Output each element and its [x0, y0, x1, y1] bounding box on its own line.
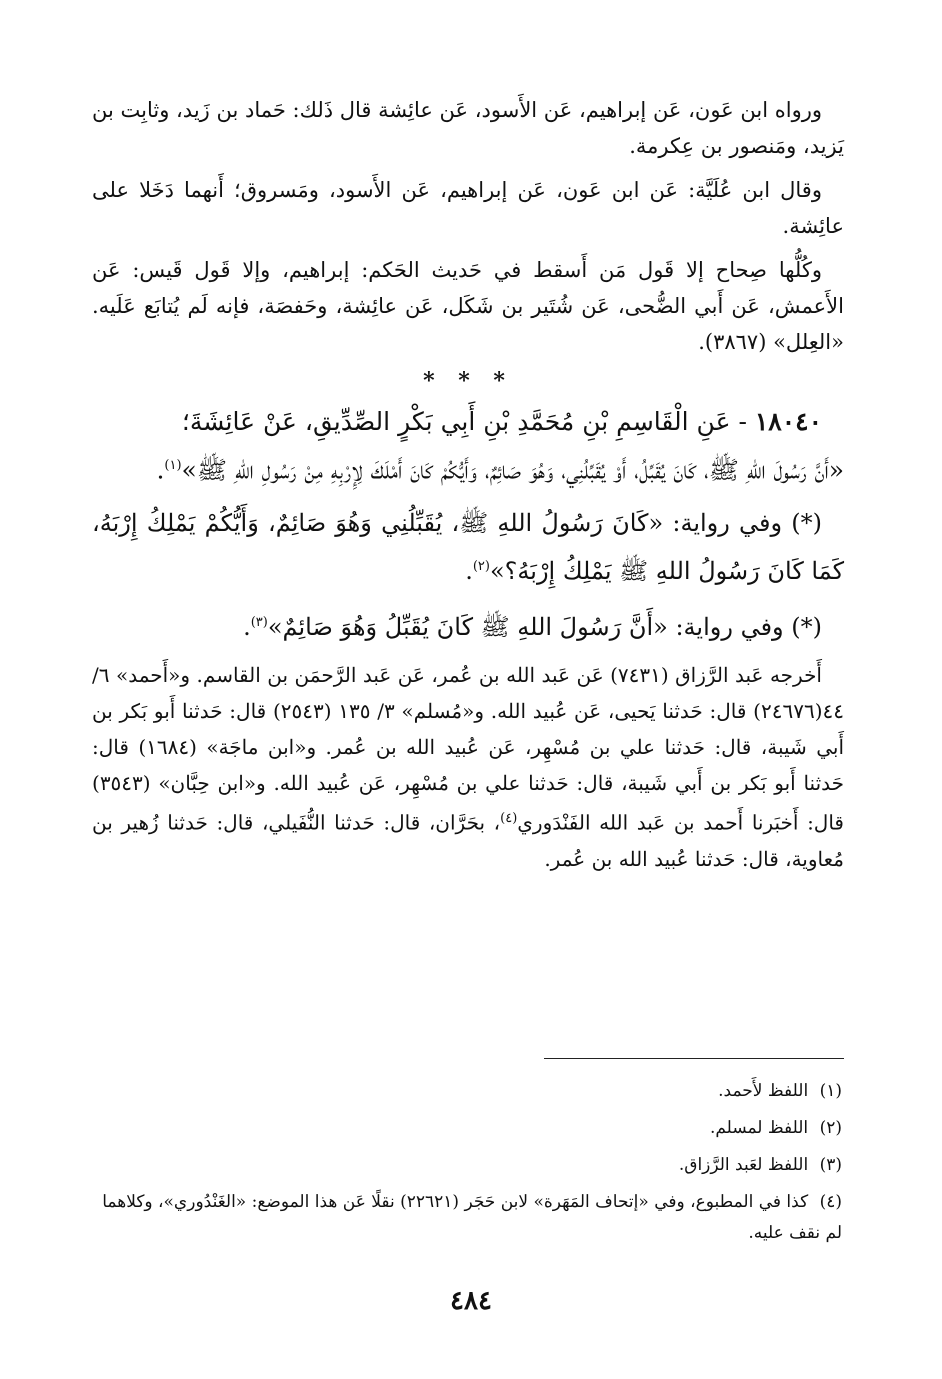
footnote-number: (٤) — [819, 1192, 842, 1212]
takhrij-part-1: أَخرجه عَبد الرَّزاق (٧٤٣١) عَن عَبد الله بن عُمر، عَن عَبد الرَّحمَن بن القاسم. و«أَحمد» ٦/ ٤٤(٢٤٦٧٦) قال: حَدثنا يَحيى، عَن عُبيد الله. و«مُسلم» ٣/ ١٣٥ (٢٥٤٣) قال: حَدثنا أَبو بَكر بن أَبي شَيبة، قال: حَدثنا علي بن مُسْهِر، عَن عُبيد الله بن عُمر. و«ابن ماجَة» (١٦٨٤) قال: حَدثنا أَبو بَكر بن أَبي شَيبة، قال: حَدثنا علي بن مُسْهِر، عَن عُبيد الله. و«ابن حِبَّان» (٣٥٤٣) قال: أَخبَرنا أَحمد بن عَبد الله الفَنْدَوري — [92, 663, 844, 835]
hadith-number: ١٨٠٤٠ — [754, 407, 822, 436]
footnote-2 — [98, 1113, 842, 1144]
hadith-block: ١٨٠٤٠ - عَنِ الْقَاسِمِ بْنِ مُحَمَّدِ بْنِ أَبِي بَكْرٍ الصِّدِّيقِ، عَنْ عَائِشَةَ؛ «أَنَّ رَسُولَ اللهِ ﷺ، كَانَ يُقَبِّلُ، أَوْ يُقَبِّلُنِي، وَهُوَ صَائِمٌ، وَأَيُّكُمْ كَانَ أَمْلَكَ لِإِرْبِهِ مِنْ رَسُولِ اللهِ ﷺ»$^{(١)}$. — [156, 407, 844, 485]
intro-paragraph-2: وقال ابن عُلَيَّة: عَن ابن عَون، عَن إبراهيم، عَن الأَسود، ومَسروق؛ أَنهما دَخَلا على عائِشة. — [92, 178, 844, 238]
variant-2: (*) وفي رواية: «أَنَّ رَسُولَ اللهِ ﷺ كَانَ يُقَبِّلُ وَهُوَ صَائِمٌ»$^{(٣)}$. — [243, 613, 822, 642]
footnotes-section — [98, 1076, 842, 1255]
hadith-footnote-ref[interactable]: (١) — [164, 458, 182, 473]
variant-2-text: «أَنَّ رَسُولَ اللهِ ﷺ كَانَ يُقَبِّلُ وَهُوَ صَائِمٌ» — [267, 613, 668, 642]
footnote-number: (٢) — [819, 1118, 842, 1138]
footnote-divider — [544, 1058, 844, 1059]
variant-2-footnote-ref[interactable]: (٣) — [250, 615, 268, 631]
intro-paragraph-1: ورواه ابن عَون، عَن إبراهيم، عَن الأَسود، عَن عائِشة قال ذَلك: حَماد بن زَيد، وثابِت بن يَزيد، ومَنصور بن عِكرمة. — [92, 98, 844, 158]
variant-1: (*) وفي رواية: «كَانَ رَسُولُ اللهِ ﷺ، يُقَبِّلُنِي وَهُوَ صَائِمٌ، وَأَيُّكُمْ يَمْلِكُ إِرْبَهُ، كَمَا كَانَ رَسُولُ اللهِ ﷺ يَمْلِكُ إِرْبَهُ؟»$^{(٢)}$. — [92, 509, 844, 586]
footnote-number: (٣) — [819, 1155, 842, 1175]
takhrij-part-2: ، بحَرَّان، قال: حَدثنا النُّفَيلي، قال: حَدثنا زُهير بن مُعاوية، قال: حَدثنا عُبيد الله بن عُمر. — [92, 810, 844, 871]
footnote-4 — [98, 1187, 842, 1249]
variant-1-footnote-ref[interactable]: (٢) — [472, 559, 490, 575]
footnote-text: كذا في المطبوع، وفي «إتحاف المَهَرة» لابن حَجَر (٢٢٦٢١) نقلًا عَن هذا الموضع: «الغَنْدُوري»، وكلاهما لم نقف عليه. — [102, 1192, 842, 1243]
page-number: ٤٨٤ — [450, 1286, 492, 1316]
variant-1-intro: (*) وفي رواية: — [672, 509, 822, 538]
footnote-text: اللفظ لمسلم. — [709, 1118, 809, 1138]
footnote-text: اللفظ لأَحمد. — [718, 1081, 809, 1101]
footnote-1 — [98, 1076, 842, 1107]
variant-1-text: «كَانَ رَسُولُ اللهِ ﷺ، يُقَبِّلُنِي وَهُوَ صَائِمٌ، وَأَيُّكُمْ يَمْلِكُ إِرْبَهُ، كَمَا كَانَ رَسُولُ اللهِ ﷺ يَمْلِكُ إِرْبَهُ؟» — [92, 509, 844, 586]
footnote-text: اللفظ لعَبد الرَّزاق. — [678, 1155, 809, 1175]
hadith-dash: - — [738, 407, 747, 436]
variant-2-intro: (*) وفي رواية: — [675, 613, 822, 642]
hadith-isnad: عَنِ الْقَاسِمِ بْنِ مُحَمَّدِ بْنِ أَبِي بَكْرٍ الصِّدِّيقِ، عَنْ عَائِشَةَ؛ — [181, 407, 731, 436]
section-separator: * * * — [423, 368, 513, 394]
footnote-number: (١) — [819, 1081, 842, 1101]
takhrij-footnote-ref[interactable]: (٤) — [500, 811, 518, 827]
takhrij-paragraph — [92, 657, 844, 877]
footnote-3 — [98, 1150, 842, 1181]
intro-paragraph-3: وكُلُّها صِحاح إلا قَول مَن أَسقط في حَديث الحَكم: إبراهيم، وإلا قَول قَيس: عَن الأَعمش، عَن أَبي الضُّحى، عَن شُتَير بن شَكَل، عَن عائِشة، وحَفصَة، فإنه لَم يُتابَع عَلَيه. «العِلل» (٣٨٦٧). — [92, 258, 844, 354]
hadith-matn: «أَنَّ رَسُولَ اللهِ ﷺ، كَانَ يُقَبِّلُ، أَوْ يُقَبِّلُنِي، وَهُوَ صَائِمٌ، وَأَيُّكُمْ كَانَ أَمْلَكَ لِإِرْبِهِ مِنْ رَسُولِ اللهِ ﷺ» — [181, 455, 844, 485]
